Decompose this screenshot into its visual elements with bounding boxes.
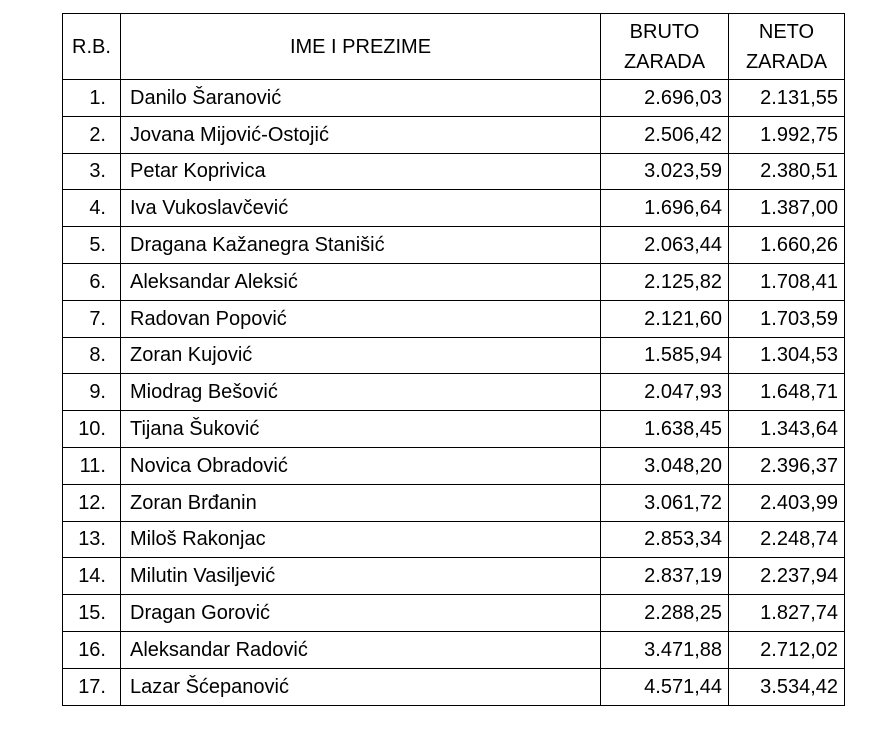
- table-row: [63, 80, 845, 117]
- gross-salary: 3.061,72: [601, 484, 729, 521]
- table-header: [63, 14, 845, 80]
- row-number: 16.: [63, 631, 121, 668]
- row-number: 6.: [63, 263, 121, 300]
- net-salary: 3.534,42: [729, 668, 845, 705]
- row-number: 4.: [63, 190, 121, 227]
- net-salary: 1.304,53: [729, 337, 845, 374]
- gross-salary: 1.585,94: [601, 337, 729, 374]
- header-bruto-line1: BRUTO: [629, 20, 700, 43]
- employee-name: Zoran Kujović: [121, 337, 601, 374]
- employee-name: Danilo Šaranović: [121, 80, 601, 117]
- gross-salary: 2.696,03: [601, 80, 729, 117]
- header-bruto-line2: ZARADA: [623, 50, 706, 73]
- table-row: [63, 447, 845, 484]
- employee-name: Radovan Popović: [121, 300, 601, 337]
- row-number: 5.: [63, 227, 121, 264]
- net-salary: 1.387,00: [729, 190, 845, 227]
- salary-table: [62, 13, 845, 706]
- net-salary: 2.380,51: [729, 153, 845, 190]
- gross-salary: 2.506,42: [601, 116, 729, 153]
- row-number: 10.: [63, 411, 121, 448]
- table-row: [63, 263, 845, 300]
- net-salary: 1.648,71: [729, 374, 845, 411]
- table-row: [63, 337, 845, 374]
- net-salary: 2.131,55: [729, 80, 845, 117]
- gross-salary: 1.696,64: [601, 190, 729, 227]
- table-row: [63, 300, 845, 337]
- table-row: [63, 227, 845, 264]
- row-number: 2.: [63, 116, 121, 153]
- employee-name: Milutin Vasiljević: [121, 558, 601, 595]
- gross-salary: 2.288,25: [601, 595, 729, 632]
- table-row: [63, 668, 845, 705]
- gross-salary: 3.023,59: [601, 153, 729, 190]
- employee-name: Iva Vukoslavčević: [121, 190, 601, 227]
- gross-salary: 2.063,44: [601, 227, 729, 264]
- net-salary: 2.396,37: [729, 447, 845, 484]
- table-row: [63, 558, 845, 595]
- employee-name: Dragan Gorović: [121, 595, 601, 632]
- row-number: 9.: [63, 374, 121, 411]
- table-row: [63, 595, 845, 632]
- employee-name: Petar Koprivica: [121, 153, 601, 190]
- row-number: 8.: [63, 337, 121, 374]
- gross-salary: 3.048,20: [601, 447, 729, 484]
- table-row: [63, 116, 845, 153]
- header-name: IME I PREZIME: [121, 14, 601, 80]
- gross-salary: 1.638,45: [601, 411, 729, 448]
- row-number: 7.: [63, 300, 121, 337]
- employee-name: Miodrag Bešović: [121, 374, 601, 411]
- employee-name: Miloš Rakonjac: [121, 521, 601, 558]
- header-neto: [729, 14, 845, 80]
- employee-name: Novica Obradović: [121, 447, 601, 484]
- net-salary: 1.708,41: [729, 263, 845, 300]
- net-salary: 2.237,94: [729, 558, 845, 595]
- header-rb: R.B.: [63, 14, 121, 80]
- row-number: 13.: [63, 521, 121, 558]
- header-row: [63, 14, 845, 80]
- net-salary: 1.343,64: [729, 411, 845, 448]
- row-number: 12.: [63, 484, 121, 521]
- gross-salary: 2.121,60: [601, 300, 729, 337]
- net-salary: 1.703,59: [729, 300, 845, 337]
- table-row: [63, 153, 845, 190]
- employee-name: Jovana Mijović-Ostojić: [121, 116, 601, 153]
- row-number: 15.: [63, 595, 121, 632]
- table-body: [63, 80, 845, 706]
- table-row: [63, 190, 845, 227]
- net-salary: 2.248,74: [729, 521, 845, 558]
- net-salary: 1.660,26: [729, 227, 845, 264]
- header-neto-line1: NETO: [758, 20, 815, 43]
- row-number: 1.: [63, 80, 121, 117]
- net-salary: 1.827,74: [729, 595, 845, 632]
- net-salary: 1.992,75: [729, 116, 845, 153]
- gross-salary: 2.125,82: [601, 263, 729, 300]
- employee-name: Aleksandar Aleksić: [121, 263, 601, 300]
- employee-name: Aleksandar Radović: [121, 631, 601, 668]
- table-row: [63, 521, 845, 558]
- row-number: 17.: [63, 668, 121, 705]
- header-neto-line2: ZARADA: [745, 50, 828, 73]
- gross-salary: 4.571,44: [601, 668, 729, 705]
- employee-name: Dragana Kažanegra Stanišić: [121, 227, 601, 264]
- header-bruto: [601, 14, 729, 80]
- employee-name: Lazar Šćepanović: [121, 668, 601, 705]
- gross-salary: 2.047,93: [601, 374, 729, 411]
- employee-name: Zoran Brđanin: [121, 484, 601, 521]
- gross-salary: 3.471,88: [601, 631, 729, 668]
- table-row: [63, 374, 845, 411]
- row-number: 14.: [63, 558, 121, 595]
- gross-salary: 2.853,34: [601, 521, 729, 558]
- net-salary: 2.712,02: [729, 631, 845, 668]
- table-row: [63, 411, 845, 448]
- employee-name: Tijana Šuković: [121, 411, 601, 448]
- gross-salary: 2.837,19: [601, 558, 729, 595]
- row-number: 3.: [63, 153, 121, 190]
- net-salary: 2.403,99: [729, 484, 845, 521]
- table-row: [63, 631, 845, 668]
- row-number: 11.: [63, 447, 121, 484]
- table-row: [63, 484, 845, 521]
